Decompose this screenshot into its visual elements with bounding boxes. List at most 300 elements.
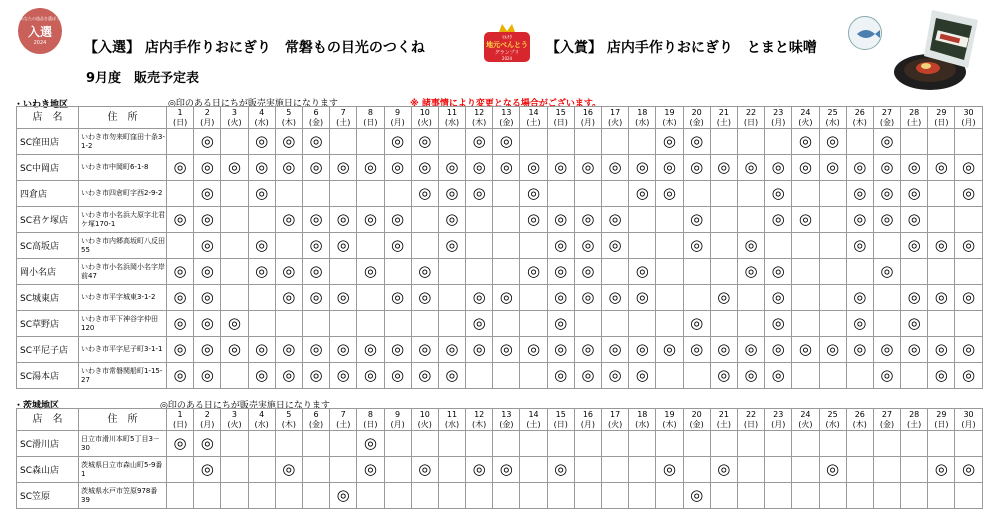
empty-day-cell [819, 431, 846, 457]
sale-day-mark: ◎ [873, 337, 900, 363]
sale-day-mark: ◎ [629, 285, 656, 311]
sale-day-mark: ◎ [710, 155, 737, 181]
day-number: 16 [582, 107, 593, 117]
empty-day-cell [357, 311, 384, 337]
column-header-day [873, 409, 900, 431]
sale-day-mark: ◎ [629, 181, 656, 207]
sale-day-mark: ◎ [167, 155, 194, 181]
day-number: 24 [800, 107, 811, 117]
sale-day-mark: ◎ [656, 129, 683, 155]
sale-day-mark: ◎ [819, 457, 846, 483]
sale-day-mark: ◎ [357, 457, 384, 483]
sale-day-mark: ◎ [765, 259, 792, 285]
empty-day-cell [928, 129, 955, 155]
store-row [17, 483, 983, 509]
empty-day-cell [520, 233, 547, 259]
region-label-iwaki: ・いわき地区 [14, 100, 69, 110]
sale-day-mark: ◎ [792, 155, 819, 181]
day-number: 9 [395, 107, 401, 117]
weekday-label: (木) [852, 419, 867, 429]
store-address: いわき市小名浜大原字北君ケ塚170-1 [79, 207, 167, 233]
empty-day-cell [819, 181, 846, 207]
sale-day-mark: ◎ [656, 181, 683, 207]
empty-day-cell [384, 431, 411, 457]
column-header-day [438, 107, 465, 129]
empty-day-cell [466, 207, 493, 233]
empty-day-cell [330, 311, 357, 337]
award-badge [18, 8, 62, 54]
empty-day-cell [710, 129, 737, 155]
weekday-label: (水) [635, 419, 650, 429]
column-header-day [901, 409, 928, 431]
sale-day-mark: ◎ [683, 311, 710, 337]
day-number: 12 [474, 107, 485, 117]
day-number: 8 [367, 107, 373, 117]
column-header-day [167, 409, 194, 431]
store-row [17, 259, 983, 285]
sale-day-mark: ◎ [357, 207, 384, 233]
empty-day-cell [330, 129, 357, 155]
day-number: 17 [610, 409, 621, 419]
weekday-label: (火) [227, 117, 242, 127]
day-number: 14 [528, 409, 539, 419]
sale-day-mark: ◎ [656, 457, 683, 483]
sale-day-mark: ◎ [547, 457, 574, 483]
header-row [17, 107, 983, 129]
sale-day-mark: ◎ [901, 285, 928, 311]
sale-day-mark: ◎ [955, 181, 982, 207]
empty-day-cell [275, 233, 302, 259]
sale-day-mark: ◎ [411, 259, 438, 285]
weekday-label: (火) [798, 419, 813, 429]
sale-day-mark: ◎ [357, 155, 384, 181]
empty-day-cell [330, 431, 357, 457]
weekday-label: (日) [172, 419, 188, 429]
weekday-label: (日) [934, 117, 949, 127]
day-number: 19 [664, 409, 675, 419]
empty-day-cell [955, 207, 982, 233]
schedule-note-iwaki: ◎印のある日にちが販売実施日になります [168, 99, 338, 109]
empty-day-cell [221, 233, 248, 259]
empty-day-cell [602, 457, 629, 483]
schedule-subtitle: 9月度 販売予定表 [86, 71, 200, 86]
empty-day-cell [710, 233, 737, 259]
day-number: 22 [745, 409, 757, 419]
sale-day-mark: ◎ [901, 207, 928, 233]
empty-day-cell [547, 129, 574, 155]
column-header-day [194, 409, 221, 431]
store-name: SC中岡店 [17, 155, 79, 181]
empty-day-cell [928, 207, 955, 233]
sale-day-mark: ◎ [438, 181, 465, 207]
sale-day-mark: ◎ [846, 181, 873, 207]
sale-day-mark: ◎ [384, 155, 411, 181]
empty-day-cell [493, 483, 520, 509]
weekday-label: (日) [553, 419, 568, 429]
empty-day-cell [873, 285, 900, 311]
empty-day-cell [928, 431, 955, 457]
empty-day-cell [357, 483, 384, 509]
column-header-day [656, 409, 683, 431]
sale-day-mark: ◎ [221, 155, 248, 181]
empty-day-cell [221, 363, 248, 389]
empty-day-cell [901, 259, 928, 285]
weekday-label: (金) [499, 419, 514, 429]
day-number: 18 [637, 409, 648, 419]
column-header-day [955, 107, 982, 129]
empty-day-cell [466, 483, 493, 509]
day-number: 20 [691, 107, 702, 117]
empty-day-cell [792, 285, 819, 311]
column-header-day [792, 107, 819, 129]
empty-day-cell [901, 129, 928, 155]
sale-day-mark: ◎ [248, 129, 275, 155]
weekday-label: (木) [281, 117, 296, 127]
store-name: SC滑川店 [17, 431, 79, 457]
empty-day-cell [819, 233, 846, 259]
empty-day-cell [574, 457, 601, 483]
sale-day-mark: ◎ [656, 337, 683, 363]
sale-day-mark: ◎ [792, 129, 819, 155]
empty-day-cell [330, 259, 357, 285]
sale-day-mark: ◎ [683, 155, 710, 181]
empty-day-cell [466, 431, 493, 457]
store-name: SC城東店 [17, 285, 79, 311]
sale-day-mark: ◎ [547, 155, 574, 181]
sale-day-mark: ◎ [194, 259, 221, 285]
empty-day-cell [602, 311, 629, 337]
day-number: 26 [854, 409, 865, 419]
weekday-label: (金) [499, 117, 514, 127]
column-header-day [248, 107, 275, 129]
day-number: 12 [474, 409, 485, 419]
sale-day-mark: ◎ [330, 155, 357, 181]
empty-day-cell [411, 233, 438, 259]
sale-day-mark: ◎ [901, 181, 928, 207]
day-number: 20 [691, 409, 702, 419]
sale-day-mark: ◎ [765, 207, 792, 233]
sale-day-mark: ◎ [167, 337, 194, 363]
column-header-day [683, 107, 710, 129]
empty-day-cell [547, 431, 574, 457]
weekday-label: (木) [472, 419, 487, 429]
sale-day-mark: ◎ [493, 457, 520, 483]
sale-day-mark: ◎ [194, 311, 221, 337]
sale-day-mark: ◎ [275, 457, 302, 483]
day-number: 5 [286, 409, 292, 419]
column-header-day [547, 409, 574, 431]
sale-day-mark: ◎ [194, 207, 221, 233]
empty-day-cell [520, 129, 547, 155]
store-address: いわき市中岡町6-1-8 [79, 155, 167, 181]
sale-day-mark: ◎ [194, 363, 221, 389]
day-number: 2 [204, 409, 210, 419]
column-header-day [737, 409, 764, 431]
sale-day-mark: ◎ [710, 285, 737, 311]
column-header-day [846, 409, 873, 431]
sale-day-mark: ◎ [873, 363, 900, 389]
empty-day-cell [302, 431, 329, 457]
sale-day-mark: ◎ [792, 207, 819, 233]
empty-day-cell [547, 181, 574, 207]
weekday-label: (水) [444, 117, 460, 127]
sale-day-mark: ◎ [928, 155, 955, 181]
empty-day-cell [357, 285, 384, 311]
empty-day-cell [873, 311, 900, 337]
weekday-label: (金) [689, 117, 704, 127]
weekday-label: (火) [417, 419, 432, 429]
column-header-day [248, 409, 275, 431]
empty-day-cell [602, 129, 629, 155]
sale-day-mark: ◎ [194, 285, 221, 311]
sale-day-mark: ◎ [520, 155, 547, 181]
day-number: 27 [881, 107, 893, 117]
header-row [17, 409, 983, 431]
weekday-label: (木) [852, 117, 867, 127]
empty-day-cell [792, 233, 819, 259]
sale-day-mark: ◎ [846, 155, 873, 181]
empty-day-cell [955, 311, 982, 337]
empty-day-cell [438, 311, 465, 337]
empty-day-cell [438, 483, 465, 509]
day-number: 15 [555, 409, 566, 419]
column-header-day [683, 409, 710, 431]
sale-day-mark: ◎ [466, 155, 493, 181]
sale-day-mark: ◎ [683, 207, 710, 233]
sale-day-mark: ◎ [167, 285, 194, 311]
weekday-label: (水) [635, 117, 650, 127]
weekday-label: (月) [961, 419, 976, 429]
sale-day-mark: ◎ [683, 483, 710, 509]
sale-day-mark: ◎ [194, 233, 221, 259]
weekday-label: (日) [363, 117, 378, 127]
empty-day-cell [194, 483, 221, 509]
column-header-day [765, 409, 792, 431]
store-address: いわき市内郷高坂町八反田55 [79, 233, 167, 259]
day-number: 21 [718, 409, 729, 419]
weekday-label: (水) [825, 117, 840, 127]
store-row [17, 285, 983, 311]
sale-day-mark: ◎ [955, 363, 982, 389]
empty-day-cell [819, 311, 846, 337]
day-number: 11 [446, 107, 458, 117]
sale-day-mark: ◎ [248, 181, 275, 207]
empty-day-cell [602, 259, 629, 285]
store-row [17, 337, 983, 363]
sale-day-mark: ◎ [275, 285, 302, 311]
day-number: 9 [395, 409, 401, 419]
sale-day-mark: ◎ [846, 285, 873, 311]
sale-day-mark: ◎ [928, 363, 955, 389]
sale-day-mark: ◎ [384, 337, 411, 363]
sale-day-mark: ◎ [710, 363, 737, 389]
logo-text-3: グランプリ [494, 50, 520, 56]
empty-day-cell [411, 207, 438, 233]
column-header-day [493, 107, 520, 129]
weekday-label: (月) [200, 117, 215, 127]
weekday-label: (月) [580, 419, 596, 429]
empty-day-cell [765, 129, 792, 155]
sale-day-mark: ◎ [330, 337, 357, 363]
sale-day-mark: ◎ [466, 457, 493, 483]
weekday-label: (土) [526, 419, 541, 429]
empty-day-cell [384, 311, 411, 337]
day-number: 4 [259, 107, 265, 117]
column-header-day [275, 107, 302, 129]
empty-day-cell [710, 431, 737, 457]
sale-day-mark: ◎ [466, 311, 493, 337]
sale-day-mark: ◎ [248, 259, 275, 285]
sale-day-mark: ◎ [438, 155, 465, 181]
weekday-label: (土) [907, 117, 922, 127]
store-address: いわき市常磐関船町1-15-27 [79, 363, 167, 389]
sale-day-mark: ◎ [602, 233, 629, 259]
sale-day-mark: ◎ [275, 363, 302, 389]
sale-day-mark: ◎ [302, 363, 329, 389]
column-header-store: 店 名 [17, 107, 79, 129]
empty-day-cell [167, 233, 194, 259]
sale-day-mark: ◎ [629, 155, 656, 181]
empty-day-cell [873, 233, 900, 259]
sale-day-mark: ◎ [411, 337, 438, 363]
sale-day-mark: ◎ [765, 181, 792, 207]
sale-day-mark: ◎ [194, 181, 221, 207]
logo-text-1: ﾏﾙﾁｸ [501, 35, 513, 41]
sale-day-mark: ◎ [330, 483, 357, 509]
empty-day-cell [737, 457, 764, 483]
empty-day-cell [411, 311, 438, 337]
day-number: 22 [745, 107, 757, 117]
store-row [17, 363, 983, 389]
sale-day-mark: ◎ [438, 363, 465, 389]
empty-day-cell [683, 363, 710, 389]
column-header-day [411, 107, 438, 129]
empty-day-cell [656, 259, 683, 285]
empty-day-cell [384, 259, 411, 285]
day-number: 17 [610, 107, 621, 117]
empty-day-cell [819, 483, 846, 509]
weekday-label: (火) [227, 419, 242, 429]
empty-day-cell [710, 207, 737, 233]
sale-day-mark: ◎ [928, 285, 955, 311]
empty-day-cell [873, 483, 900, 509]
day-number: 7 [340, 409, 346, 419]
empty-day-cell [248, 457, 275, 483]
column-header-day [357, 409, 384, 431]
sale-day-mark: ◎ [629, 259, 656, 285]
column-header-day [656, 107, 683, 129]
sale-day-mark: ◎ [493, 129, 520, 155]
empty-day-cell [466, 363, 493, 389]
empty-day-cell [873, 457, 900, 483]
sale-day-mark: ◎ [493, 285, 520, 311]
sale-day-mark: ◎ [547, 259, 574, 285]
empty-day-cell [221, 259, 248, 285]
onigiri-photo [892, 6, 996, 92]
sale-day-mark: ◎ [547, 233, 574, 259]
region-label-ibaraki: ・茨城地区 [14, 401, 60, 411]
sale-day-mark: ◎ [357, 337, 384, 363]
sale-day-mark: ◎ [384, 233, 411, 259]
day-number: 23 [773, 107, 784, 117]
sale-day-mark: ◎ [411, 457, 438, 483]
sale-day-mark: ◎ [248, 363, 275, 389]
sale-day-mark: ◎ [384, 129, 411, 155]
sale-day-mark: ◎ [873, 207, 900, 233]
day-number: 18 [637, 107, 648, 117]
empty-day-cell [167, 181, 194, 207]
weekday-label: (月) [771, 419, 786, 429]
column-header-day [928, 107, 955, 129]
weekday-label: (木) [662, 117, 677, 127]
empty-day-cell [411, 431, 438, 457]
sale-day-mark: ◎ [602, 207, 629, 233]
empty-day-cell [330, 457, 357, 483]
column-header-day [846, 107, 873, 129]
empty-day-cell [629, 431, 656, 457]
column-header-day [221, 409, 248, 431]
empty-day-cell [520, 431, 547, 457]
empty-day-cell [221, 129, 248, 155]
empty-day-cell [656, 483, 683, 509]
column-header-day [411, 409, 438, 431]
empty-day-cell [656, 233, 683, 259]
sale-day-mark: ◎ [493, 155, 520, 181]
empty-day-cell [167, 457, 194, 483]
column-header-day [737, 107, 764, 129]
sale-day-mark: ◎ [765, 155, 792, 181]
sale-day-mark: ◎ [737, 337, 764, 363]
store-row [17, 311, 983, 337]
empty-day-cell [629, 207, 656, 233]
sale-day-mark: ◎ [574, 285, 601, 311]
column-header-day [710, 409, 737, 431]
empty-day-cell [574, 483, 601, 509]
weekday-label: (土) [716, 419, 731, 429]
sale-day-mark: ◎ [330, 363, 357, 389]
logo-text-2: 地元べんとう [486, 41, 528, 49]
empty-day-cell [737, 311, 764, 337]
empty-day-cell [710, 311, 737, 337]
store-name: SC窪田店 [17, 129, 79, 155]
weekday-label: (月) [200, 419, 215, 429]
sale-day-mark: ◎ [275, 129, 302, 155]
weekday-label: (火) [607, 117, 623, 127]
sale-day-mark: ◎ [765, 311, 792, 337]
sale-day-mark: ◎ [873, 181, 900, 207]
weekday-label: (月) [580, 117, 596, 127]
sale-day-mark: ◎ [438, 233, 465, 259]
sale-day-mark: ◎ [683, 233, 710, 259]
sale-day-mark: ◎ [602, 363, 629, 389]
sale-day-mark: ◎ [167, 259, 194, 285]
sale-day-mark: ◎ [167, 207, 194, 233]
change-warning: ※ 諸事情により変更となる場合がございます。 [410, 99, 602, 109]
column-header-day [520, 409, 547, 431]
day-number: 16 [582, 409, 593, 419]
empty-day-cell [547, 483, 574, 509]
empty-day-cell [221, 457, 248, 483]
sale-day-mark: ◎ [411, 155, 438, 181]
sale-day-mark: ◎ [873, 155, 900, 181]
empty-day-cell [765, 483, 792, 509]
sale-day-mark: ◎ [221, 337, 248, 363]
empty-day-cell [710, 181, 737, 207]
empty-day-cell [928, 483, 955, 509]
product-title-left: 【入選】 店内手作りおにぎり 常磐もの目光のつくね [84, 40, 425, 56]
empty-day-cell [792, 181, 819, 207]
column-header-day [602, 409, 629, 431]
